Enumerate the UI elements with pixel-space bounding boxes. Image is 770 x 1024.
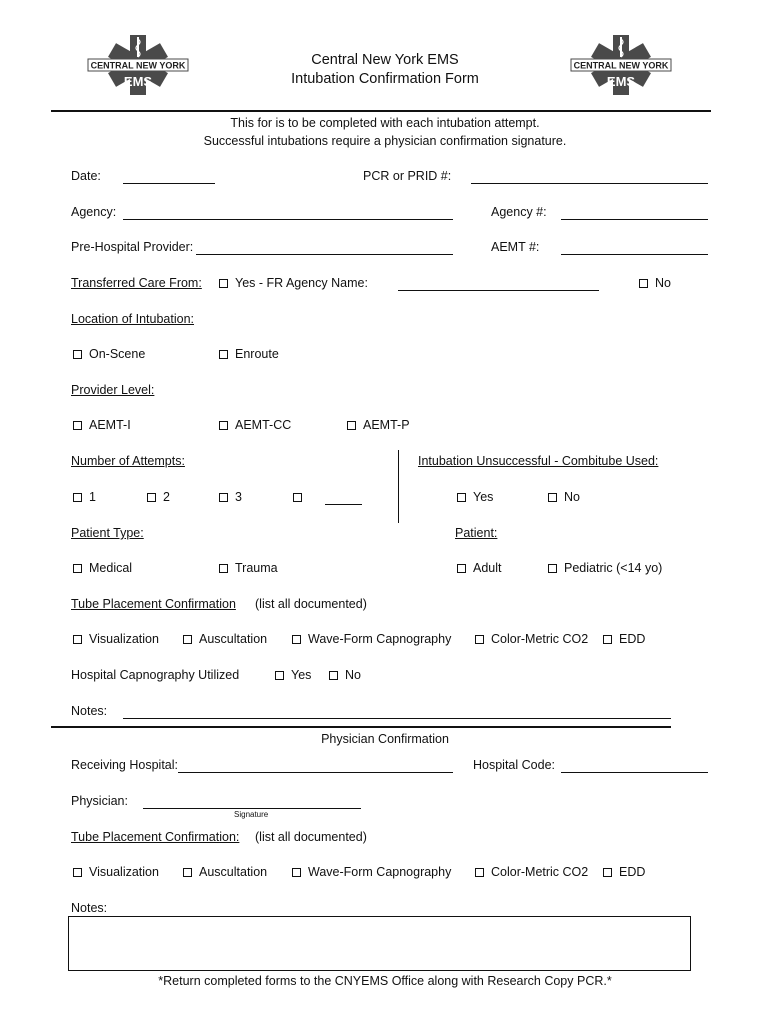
hospital-capnography-no-checkbox[interactable]: No: [329, 668, 361, 682]
vertical-divider: [398, 450, 399, 523]
color-metric-co2-checkbox[interactable]: Color-Metric CO2: [475, 632, 588, 646]
attempts-other-checkbox[interactable]: [293, 490, 309, 504]
physician-tube-placement-label: Tube Placement Confirmation:: [71, 830, 240, 844]
svg-text:CENTRAL NEW YORK: CENTRAL NEW YORK: [90, 60, 186, 71]
provider-field[interactable]: [196, 254, 453, 255]
physician-label: Physician:: [71, 794, 128, 808]
physician-divider: [51, 726, 671, 728]
physician-notes-label: Notes:: [71, 901, 108, 915]
physician-auscultation-checkbox[interactable]: Auscultation: [183, 865, 267, 879]
notes-label: Notes:: [71, 704, 108, 718]
transferred-no-checkbox[interactable]: No: [639, 276, 671, 290]
notes-field[interactable]: [123, 718, 671, 719]
agency-number-label: Agency #:: [491, 205, 547, 219]
receiving-hospital-field[interactable]: [178, 772, 453, 773]
pcr-field[interactable]: [471, 183, 708, 184]
attempts-3-checkbox[interactable]: 3: [219, 490, 242, 504]
hospital-capnography-label: Hospital Capnography Utilized: [71, 668, 240, 682]
attempts-1-checkbox[interactable]: 1: [73, 490, 96, 504]
intro-line1: This for is to be completed with each intubation attempt.: [230, 116, 540, 130]
aemt-cc-checkbox[interactable]: AEMT-CC: [219, 418, 291, 432]
provider-label: Pre-Hospital Provider:: [71, 240, 194, 254]
aemt-i-checkbox[interactable]: AEMT-I: [73, 418, 131, 432]
hospital-capnography-yes-checkbox[interactable]: Yes: [275, 668, 311, 682]
svg-text:CENTRAL NEW YORK: CENTRAL NEW YORK: [573, 60, 669, 71]
tube-placement-label: Tube Placement Confirmation: [71, 597, 236, 611]
edd-checkbox[interactable]: EDD: [603, 632, 645, 646]
physician-waveform-capnography-checkbox[interactable]: Wave-Form Capnography: [292, 865, 451, 879]
aemt-number-label: AEMT #:: [491, 240, 540, 254]
provider-level-label: Provider Level:: [71, 383, 155, 397]
tube-placement-note: (list all documented): [255, 597, 367, 611]
date-field[interactable]: [123, 183, 215, 184]
medical-checkbox[interactable]: Medical: [73, 561, 132, 575]
combitube-label: Intubation Unsuccessful - Combitube Used:: [418, 454, 659, 468]
patient-label: Patient:: [455, 526, 498, 540]
agency-label: Agency:: [71, 205, 117, 219]
signature-caption: Signature: [234, 810, 269, 819]
waveform-capnography-checkbox[interactable]: Wave-Form Capnography: [292, 632, 451, 646]
physician-edd-checkbox[interactable]: EDD: [603, 865, 645, 879]
patient-type-label: Patient Type:: [71, 526, 144, 540]
adult-checkbox[interactable]: Adult: [457, 561, 502, 575]
hospital-code-field[interactable]: [561, 772, 708, 773]
attempts-2-checkbox[interactable]: 2: [147, 490, 170, 504]
footer-instruction: *Return completed forms to the CNYEMS Office along with Research Copy PCR.*: [158, 974, 612, 988]
physician-notes-box[interactable]: [68, 916, 691, 971]
attempts-label: Number of Attempts:: [71, 454, 185, 468]
intro-line2: Successful intubations require a physician confirmation signature.: [203, 134, 567, 148]
auscultation-checkbox[interactable]: Auscultation: [183, 632, 267, 646]
date-label: Date:: [71, 169, 101, 183]
combitube-yes-checkbox[interactable]: Yes: [457, 490, 493, 504]
aemt-p-checkbox[interactable]: AEMT-P: [347, 418, 410, 432]
header-divider: [51, 110, 711, 112]
pediatric-checkbox[interactable]: Pediatric (<14 yo): [548, 561, 662, 575]
agency-number-field[interactable]: [561, 219, 708, 220]
trauma-checkbox[interactable]: Trauma: [219, 561, 278, 575]
on-scene-checkbox[interactable]: On-Scene: [73, 347, 145, 361]
physician-section-title: Physician Confirmation: [321, 732, 449, 746]
transferred-yes-checkbox[interactable]: Yes - FR Agency Name:: [219, 276, 368, 290]
physician-signature-field[interactable]: [143, 808, 361, 809]
agency-field[interactable]: [123, 219, 453, 220]
enroute-checkbox[interactable]: Enroute: [219, 347, 279, 361]
physician-tube-placement-note: (list all documented): [255, 830, 367, 844]
svg-text:EMS: EMS: [606, 74, 636, 89]
visualization-checkbox[interactable]: Visualization: [73, 632, 159, 646]
physician-color-metric-co2-checkbox[interactable]: Color-Metric CO2: [475, 865, 588, 879]
transferred-label: Transferred Care From:: [71, 276, 202, 290]
hospital-code-label: Hospital Code:: [473, 758, 555, 772]
svg-text:EMS: EMS: [123, 74, 153, 89]
fr-agency-name-field[interactable]: [398, 290, 599, 291]
pcr-label: PCR or PRID #:: [363, 169, 452, 183]
aemt-number-field[interactable]: [561, 254, 708, 255]
form-title-line2: Intubation Confirmation Form: [291, 71, 479, 87]
receiving-hospital-label: Receiving Hospital:: [71, 758, 178, 772]
form-title-line1: Central New York EMS: [311, 52, 459, 68]
physician-visualization-checkbox[interactable]: Visualization: [73, 865, 159, 879]
attempts-other-field[interactable]: [325, 504, 362, 505]
location-label: Location of Intubation:: [71, 312, 195, 326]
combitube-no-checkbox[interactable]: No: [548, 490, 580, 504]
